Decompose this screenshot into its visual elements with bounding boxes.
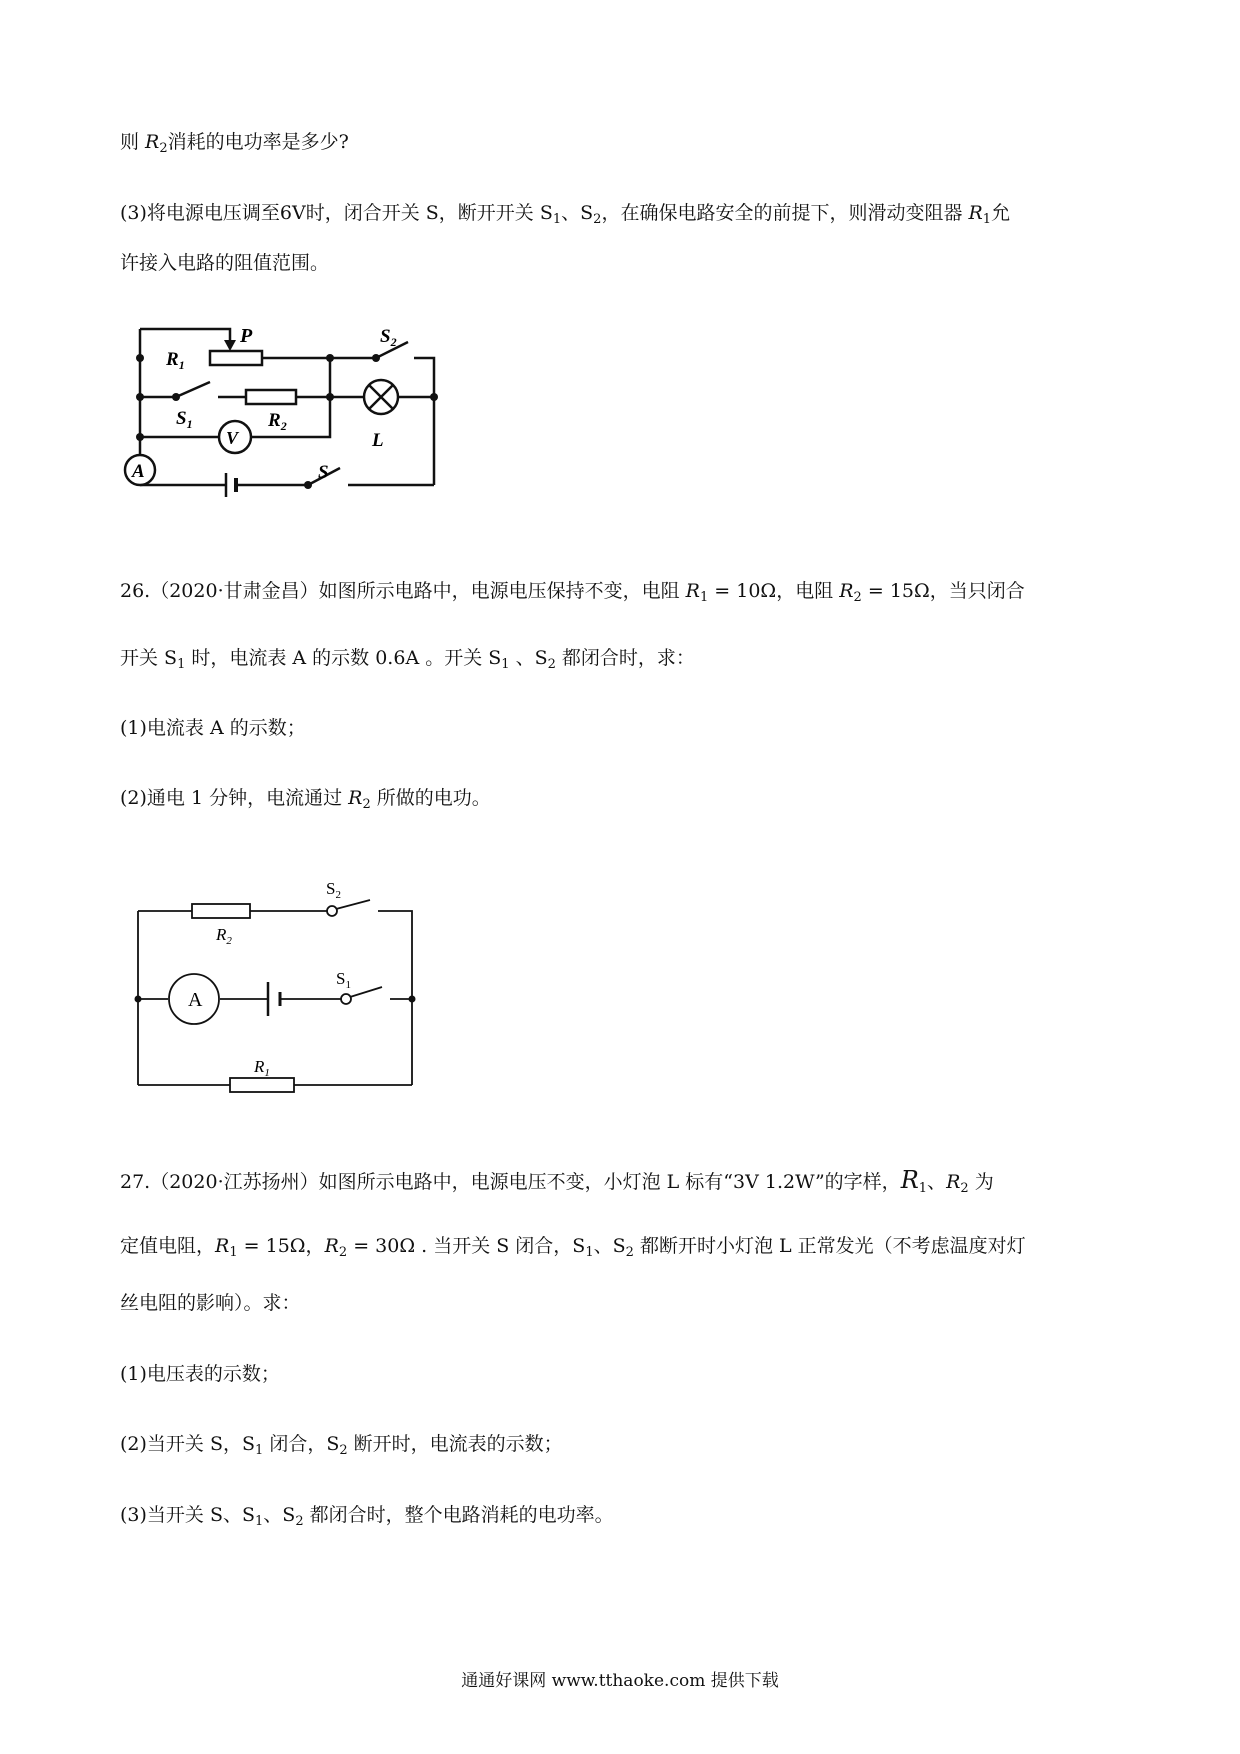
text-run: 则 — [120, 131, 146, 153]
subscript: 2 — [960, 1181, 969, 1196]
voltmeter-label: V — [226, 428, 239, 448]
text-run: ，在确保电路安全的前提下，则滑动变阻器 — [601, 202, 969, 224]
junction-dots — [135, 996, 416, 1003]
text-run: ，电阻 — [776, 580, 840, 602]
page-footer: 通通好课网 www.tthaoke.com 提供下载 — [461, 1671, 779, 1691]
label-l: L — [372, 430, 384, 451]
label-s2: $S_2$ — [380, 326, 397, 349]
text-run: 开关 S — [120, 647, 178, 669]
label-r2: $R_2$ — [268, 410, 287, 433]
value-r1: = 10Ω — [708, 580, 777, 602]
text-run: 、S — [263, 1504, 296, 1526]
text-run: 断开时，电流表的示数； — [347, 1433, 563, 1455]
text-run: 许接入电路的阻值范围。 — [120, 252, 330, 274]
q27-sub-question-3 — [120, 1502, 614, 1528]
label-r1: $R_1$ — [166, 349, 185, 372]
text-run: . 当开关 S 闭合，S — [415, 1235, 586, 1257]
label-s: S — [318, 462, 329, 483]
text-run: 都断开时小灯泡 L 正常发光（不考虑温度对灯 — [633, 1235, 1026, 1257]
problem-text-line — [120, 250, 329, 276]
subscript: 2 — [338, 1245, 348, 1260]
subscript: 1 — [585, 1245, 594, 1260]
q26-line-2 — [120, 645, 695, 671]
subscript: 1 — [177, 657, 186, 672]
subscript: 2 — [853, 590, 862, 605]
text-run: (2)通电 1 分钟，电流通过 — [120, 787, 349, 809]
subscript: 2 — [547, 657, 556, 672]
circuit-diagram-2 — [130, 874, 420, 1104]
symbol-r1: R — [968, 202, 983, 224]
subscript: 2 — [295, 1514, 304, 1529]
subscript: 2 — [362, 797, 371, 812]
label-s1: $S_1$ — [336, 969, 351, 991]
subscript: 2 — [339, 1443, 348, 1458]
value-r2: = 30Ω — [347, 1235, 416, 1257]
text-run: 都闭合时，求： — [555, 647, 695, 669]
q27-line-3 — [120, 1290, 301, 1316]
text-run: 时，电流表 A 的示数 0.6A 。开关 S — [185, 647, 502, 669]
text-run: (3)当开关 S、S — [120, 1504, 255, 1526]
text-run: 所做的电功。 — [370, 787, 491, 809]
q27-sub-question-1 — [120, 1361, 280, 1387]
text-run: 、 — [927, 1171, 947, 1193]
subscript: 1 — [918, 1181, 928, 1196]
subscript: 1 — [501, 657, 510, 672]
slider-label-p: P — [240, 325, 253, 347]
subscript: 1 — [255, 1514, 264, 1529]
text-run: 为 — [968, 1171, 994, 1193]
text-run: ，当只闭合 — [929, 580, 1025, 602]
symbol-r2: R — [324, 1235, 339, 1257]
label-s2: $S_2$ — [326, 879, 341, 901]
ammeter-label: A — [132, 461, 145, 482]
symbol-r2: R — [145, 131, 160, 153]
subscript: 2 — [159, 141, 168, 156]
text-run: 允 — [991, 202, 1011, 224]
q27-line-1 — [120, 1167, 994, 1195]
subscript: 1 — [229, 1245, 238, 1260]
problem-text-line — [120, 200, 1010, 226]
text-run: 27.（2020·江苏扬州）如图所示电路中，电源电压不变，小灯泡 L 标有“3V 1.2W”的字样， — [120, 1171, 901, 1193]
label-r2: $R_2$ — [216, 925, 232, 947]
q26-sub-question-2 — [120, 785, 491, 811]
subscript: 1 — [982, 212, 992, 227]
text-run: (1)电流表 A 的示数； — [120, 717, 306, 739]
subscript: 2 — [593, 212, 602, 227]
q26-line-1 — [120, 578, 1025, 604]
text-run: 、S — [561, 202, 594, 224]
subscript: 1 — [255, 1443, 264, 1458]
symbol-r1: R — [215, 1235, 230, 1257]
subscript: 1 — [552, 212, 562, 227]
value-r2: = 15Ω — [861, 580, 930, 602]
symbol-r2: R — [348, 787, 363, 809]
text-run: (1)电压表的示数； — [120, 1363, 280, 1385]
text-run: 、S — [509, 647, 548, 669]
value-r1: = 15Ω — [237, 1235, 306, 1257]
symbol-r1: R — [900, 1166, 919, 1194]
subscript: 1 — [699, 590, 709, 605]
q27-sub-question-2 — [120, 1431, 563, 1457]
problem-text-line — [120, 129, 349, 155]
text-run: 26.（2020·甘肃金昌）如图所示电路中，电源电压保持不变，电阻 — [120, 580, 686, 602]
slider-arrow-icon — [224, 340, 236, 351]
subscript: 2 — [625, 1245, 634, 1260]
text-run: 消耗的电功率是多少? — [167, 131, 349, 153]
symbol-r2: R — [946, 1171, 961, 1193]
q26-sub-question-1 — [120, 715, 306, 741]
label-s1: $S_1$ — [176, 408, 193, 431]
q27-line-2 — [120, 1233, 1026, 1259]
text-run: 都闭合时，整个电路消耗的电功率。 — [303, 1504, 614, 1526]
text-run: 定值电阻， — [120, 1235, 216, 1257]
text-run: 闭合，S — [263, 1433, 340, 1455]
text-run: 丝电阻的影响）。求： — [120, 1292, 301, 1314]
text-run: (3)将电源电压调至6V时，闭合开关 S，断开开关 S — [120, 202, 553, 224]
symbol-r1: R — [685, 580, 700, 602]
ammeter-label: A — [188, 989, 203, 1011]
symbol-r2: R — [839, 580, 854, 602]
text-run: 、S — [593, 1235, 626, 1257]
circuit-diagram-1 — [118, 318, 448, 518]
text-run: ， — [305, 1235, 325, 1257]
text-run: (2)当开关 S，S — [120, 1433, 255, 1455]
label-r1: $R_1$ — [254, 1057, 270, 1079]
